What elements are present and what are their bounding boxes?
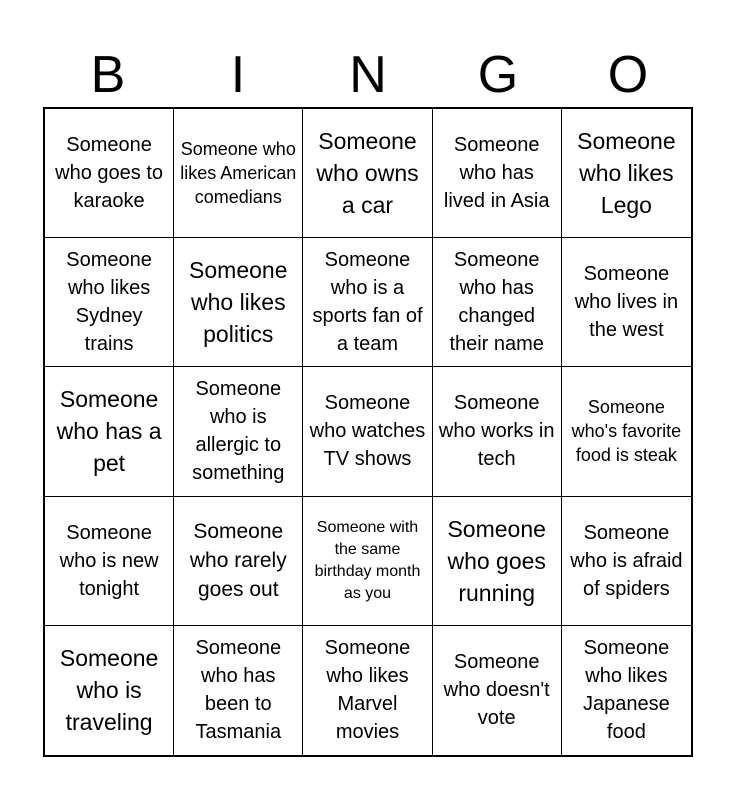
bingo-cell[interactable]: [45, 497, 174, 626]
bingo-cell[interactable]: [562, 497, 691, 626]
bingo-grid: [43, 107, 693, 757]
bingo-cell[interactable]: [303, 238, 432, 367]
bingo-cell[interactable]: [45, 109, 174, 238]
bingo-cell[interactable]: [45, 238, 174, 367]
cell-text: Someone who doesn't vote: [443, 651, 550, 730]
bingo-cell[interactable]: [174, 238, 303, 367]
cell-text: Someone who likes politics: [189, 257, 288, 348]
bingo-cell[interactable]: [174, 367, 303, 496]
bingo-cell[interactable]: [433, 626, 562, 755]
bingo-cell[interactable]: [174, 626, 303, 755]
bingo-cell[interactable]: [45, 367, 174, 496]
cell-text: Someone who watches TV shows: [309, 392, 426, 471]
header-letter-i: I: [230, 46, 246, 104]
cell-text: Someone who likes Lego: [577, 128, 676, 219]
bingo-cell[interactable]: [433, 109, 562, 238]
cell-text: Someone who has a pet: [56, 386, 162, 477]
bingo-cell[interactable]: [433, 497, 562, 626]
bingo-header: [43, 44, 693, 106]
cell-text: Someone who likes Japanese food: [583, 637, 670, 744]
bingo-cell[interactable]: [303, 626, 432, 755]
cell-text: Someone who works in tech: [438, 392, 555, 471]
bingo-cell[interactable]: [303, 367, 432, 496]
cell-text: Someone who has been to Tasmania: [195, 637, 282, 744]
cell-text: Someone who owns a car: [316, 128, 419, 219]
cell-text: Someone who's favorite food is steak: [571, 397, 682, 466]
bingo-cell[interactable]: [303, 109, 432, 238]
cell-text: Someone who lives in the west: [574, 263, 679, 342]
bingo-cell[interactable]: [562, 626, 691, 755]
cell-text: Someone with the same birthday month as you: [314, 518, 421, 602]
bingo-cell[interactable]: [562, 109, 691, 238]
header-letter-o: O: [607, 46, 649, 104]
bingo-cell[interactable]: [433, 238, 562, 367]
cell-text: Someone who likes Marvel movies: [324, 637, 411, 744]
cell-text: Someone who goes running: [447, 515, 546, 606]
bingo-cell[interactable]: [562, 367, 691, 496]
header-letter-b: B: [90, 46, 126, 104]
cell-text: Someone who is new tonight: [59, 521, 159, 600]
cell-text: Someone who has changed their name: [449, 249, 544, 356]
bingo-cell[interactable]: [433, 367, 562, 496]
cell-text: Someone who rarely goes out: [189, 520, 287, 602]
cell-text: Someone who likes Sydney trains: [66, 249, 152, 356]
bingo-cell[interactable]: [303, 497, 432, 626]
bingo-cell[interactable]: [174, 497, 303, 626]
cell-text: Someone who is a sports fan of a team: [312, 249, 423, 356]
cell-text: Someone who is allergic to something: [192, 378, 285, 485]
cell-text: Someone who has lived in Asia: [443, 134, 550, 213]
header-letter-n: N: [349, 46, 387, 104]
cell-text: Someone who is traveling: [59, 645, 159, 736]
bingo-cell[interactable]: [45, 626, 174, 755]
header-letter-g: G: [477, 46, 519, 104]
cell-text: Someone who likes American comedians: [180, 139, 297, 208]
bingo-cell[interactable]: [174, 109, 303, 238]
bingo-cell[interactable]: [562, 238, 691, 367]
cell-text: Someone who is afraid of spiders: [570, 521, 683, 600]
cell-text: Someone who goes to karaoke: [55, 134, 164, 213]
